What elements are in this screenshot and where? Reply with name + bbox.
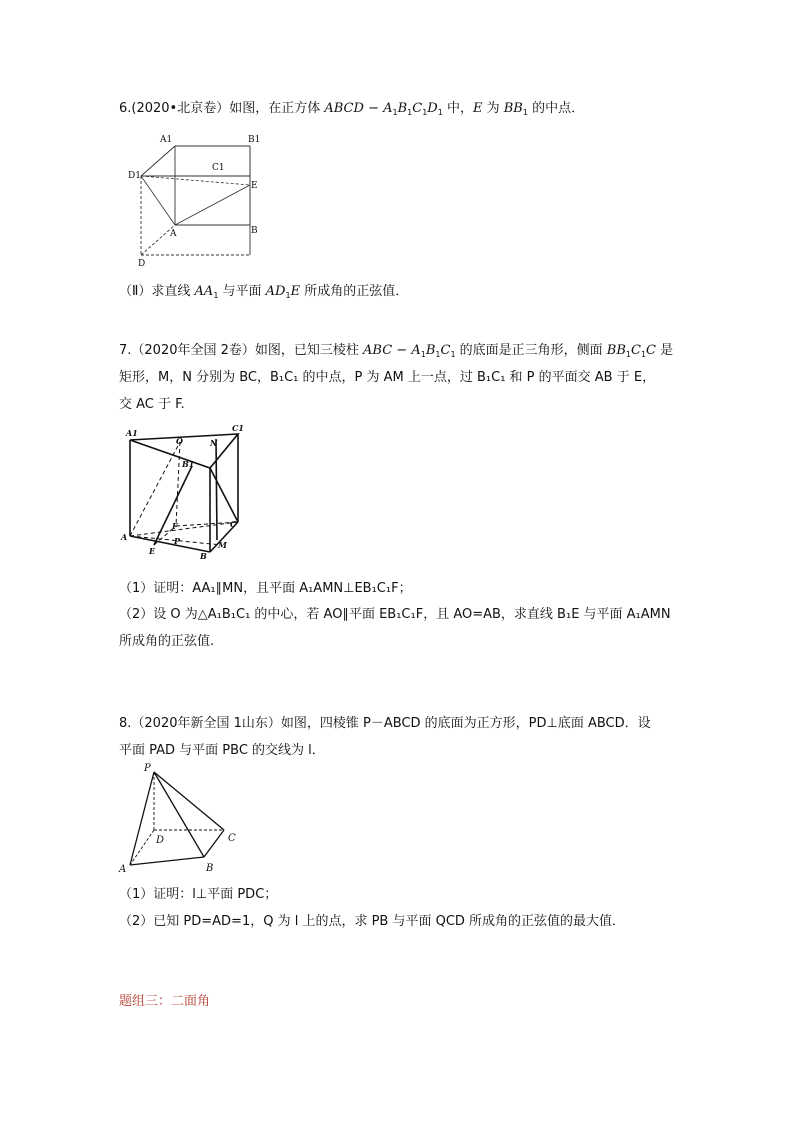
q6-part2: （Ⅱ）求直线 $AA_1$ 与平面 $AD_1E$ 所成角的正弦值． — [119, 284, 409, 300]
q7-fig-label-N: N — [210, 438, 218, 448]
q8-pyramid-figure — [116, 762, 246, 882]
q8-fig-label-C: C — [228, 833, 236, 844]
q6-fig-label-D: D — [138, 259, 146, 268]
q7-fig-label-B: B — [200, 551, 207, 561]
q7-fig-label-C1: C1 — [232, 423, 244, 433]
q6-fig-label-A1: A1 — [160, 135, 173, 145]
q6-stem-mid: 中， — [442, 101, 473, 116]
q7-line1-suffix: 是 — [656, 343, 674, 358]
q6-stem: 6.(2020•北京卷）如图，在正方体 ABCD − $A_1B_1C_1D_1$ 中，E 为 $BB_1$ 的中点． — [119, 101, 585, 117]
q6-cube-figure — [120, 128, 280, 268]
q6-fig-label-A: A — [170, 229, 177, 239]
q7-fig-label-M: M — [218, 540, 227, 550]
q7-fig-label-B1: B1 — [182, 459, 195, 469]
section-heading: 题组三：二面角 — [119, 994, 211, 1009]
q7-prism-figure — [118, 422, 248, 562]
q8-part1: （1）证明：l⊥平面 PDC； — [119, 887, 278, 902]
q7-fig-label-A: A — [121, 532, 128, 542]
q6-part2-mid: 与平面 — [218, 284, 266, 299]
q7-fig-label-O: O — [176, 436, 183, 446]
q6-stem-suffix: 的中点． — [527, 101, 585, 116]
q8-stem-line2: 平面 PAD 与平面 PBC 的交线为 l． — [119, 743, 325, 758]
q6-stem-prefix: 6.(2020•北京卷）如图，在正方体 — [119, 101, 325, 116]
q6-stem-mid2: 为 — [482, 101, 504, 116]
q7-fig-label-E: E — [149, 546, 156, 556]
q8-stem-line1: 8.（2020年新全国 1山东）如图，四棱锥 P－ABCD 的底面为正方形，PD⊥底面 ABCD．设 — [119, 716, 651, 731]
q7-part1: （1）证明：AA₁∥MN，且平面 A₁AMN⊥EB₁C₁F； — [119, 581, 412, 596]
q8-fig-label-B: B — [206, 863, 214, 874]
q7-stem-line2: 矩形，M，N 分别为 BC，B₁C₁ 的中点，P 为 AM 上一点，过 B₁C₁ 和 P 的平面交 AB 于 E， — [119, 370, 656, 385]
q7-stem-line3: 交 AC 于 F. — [119, 397, 185, 412]
q7-stem-line1: 7.（2020年全国 2卷）如图，已知三棱柱 ABC − $A_1B_1C_1$ 的底面是正三角形，侧面 $BB_1C_1C$ 是 — [119, 343, 674, 359]
q6-fig-label-D1: D1 — [128, 171, 141, 181]
q7-part2-line2: 所成角的正弦值. — [119, 634, 215, 649]
q6-fig-label-E: E — [251, 181, 258, 191]
q7-part2-line1: （2）设 O 为△A₁B₁C₁ 的中心，若 AO∥平面 EB₁C₁F，且 AO=AB，求直线 B₁E 与平面 A₁AMN — [119, 607, 671, 622]
q8-fig-label-A: A — [119, 864, 127, 875]
q6-part2-suffix: 所成角的正弦值． — [300, 284, 409, 299]
q6-fig-label-B1: B1 — [248, 135, 261, 145]
q8-fig-label-D: D — [156, 835, 165, 846]
q7-line1-prefix: 7.（2020年全国 2卷）如图，已知三棱柱 — [119, 343, 364, 358]
q7-fig-label-A1: A1 — [126, 428, 138, 438]
q7-fig-label-F: F — [172, 521, 178, 531]
q8-fig-label-P: P — [144, 763, 151, 774]
q7-fig-label-P: P — [174, 536, 181, 546]
q6-part2-prefix: （Ⅱ）求直线 — [119, 284, 195, 299]
q8-part2: （2）已知 PD=AD=1，Q 为 l 上的点，求 PB 与平面 QCD 所成角的正弦值的最大值． — [119, 914, 626, 929]
q7-line1-mid: 的底面是正三角形，侧面 — [455, 343, 607, 358]
q7-fig-label-C: C — [230, 519, 237, 529]
q6-fig-label-C1: C1 — [212, 163, 225, 173]
q6-fig-label-B: B — [251, 226, 258, 236]
